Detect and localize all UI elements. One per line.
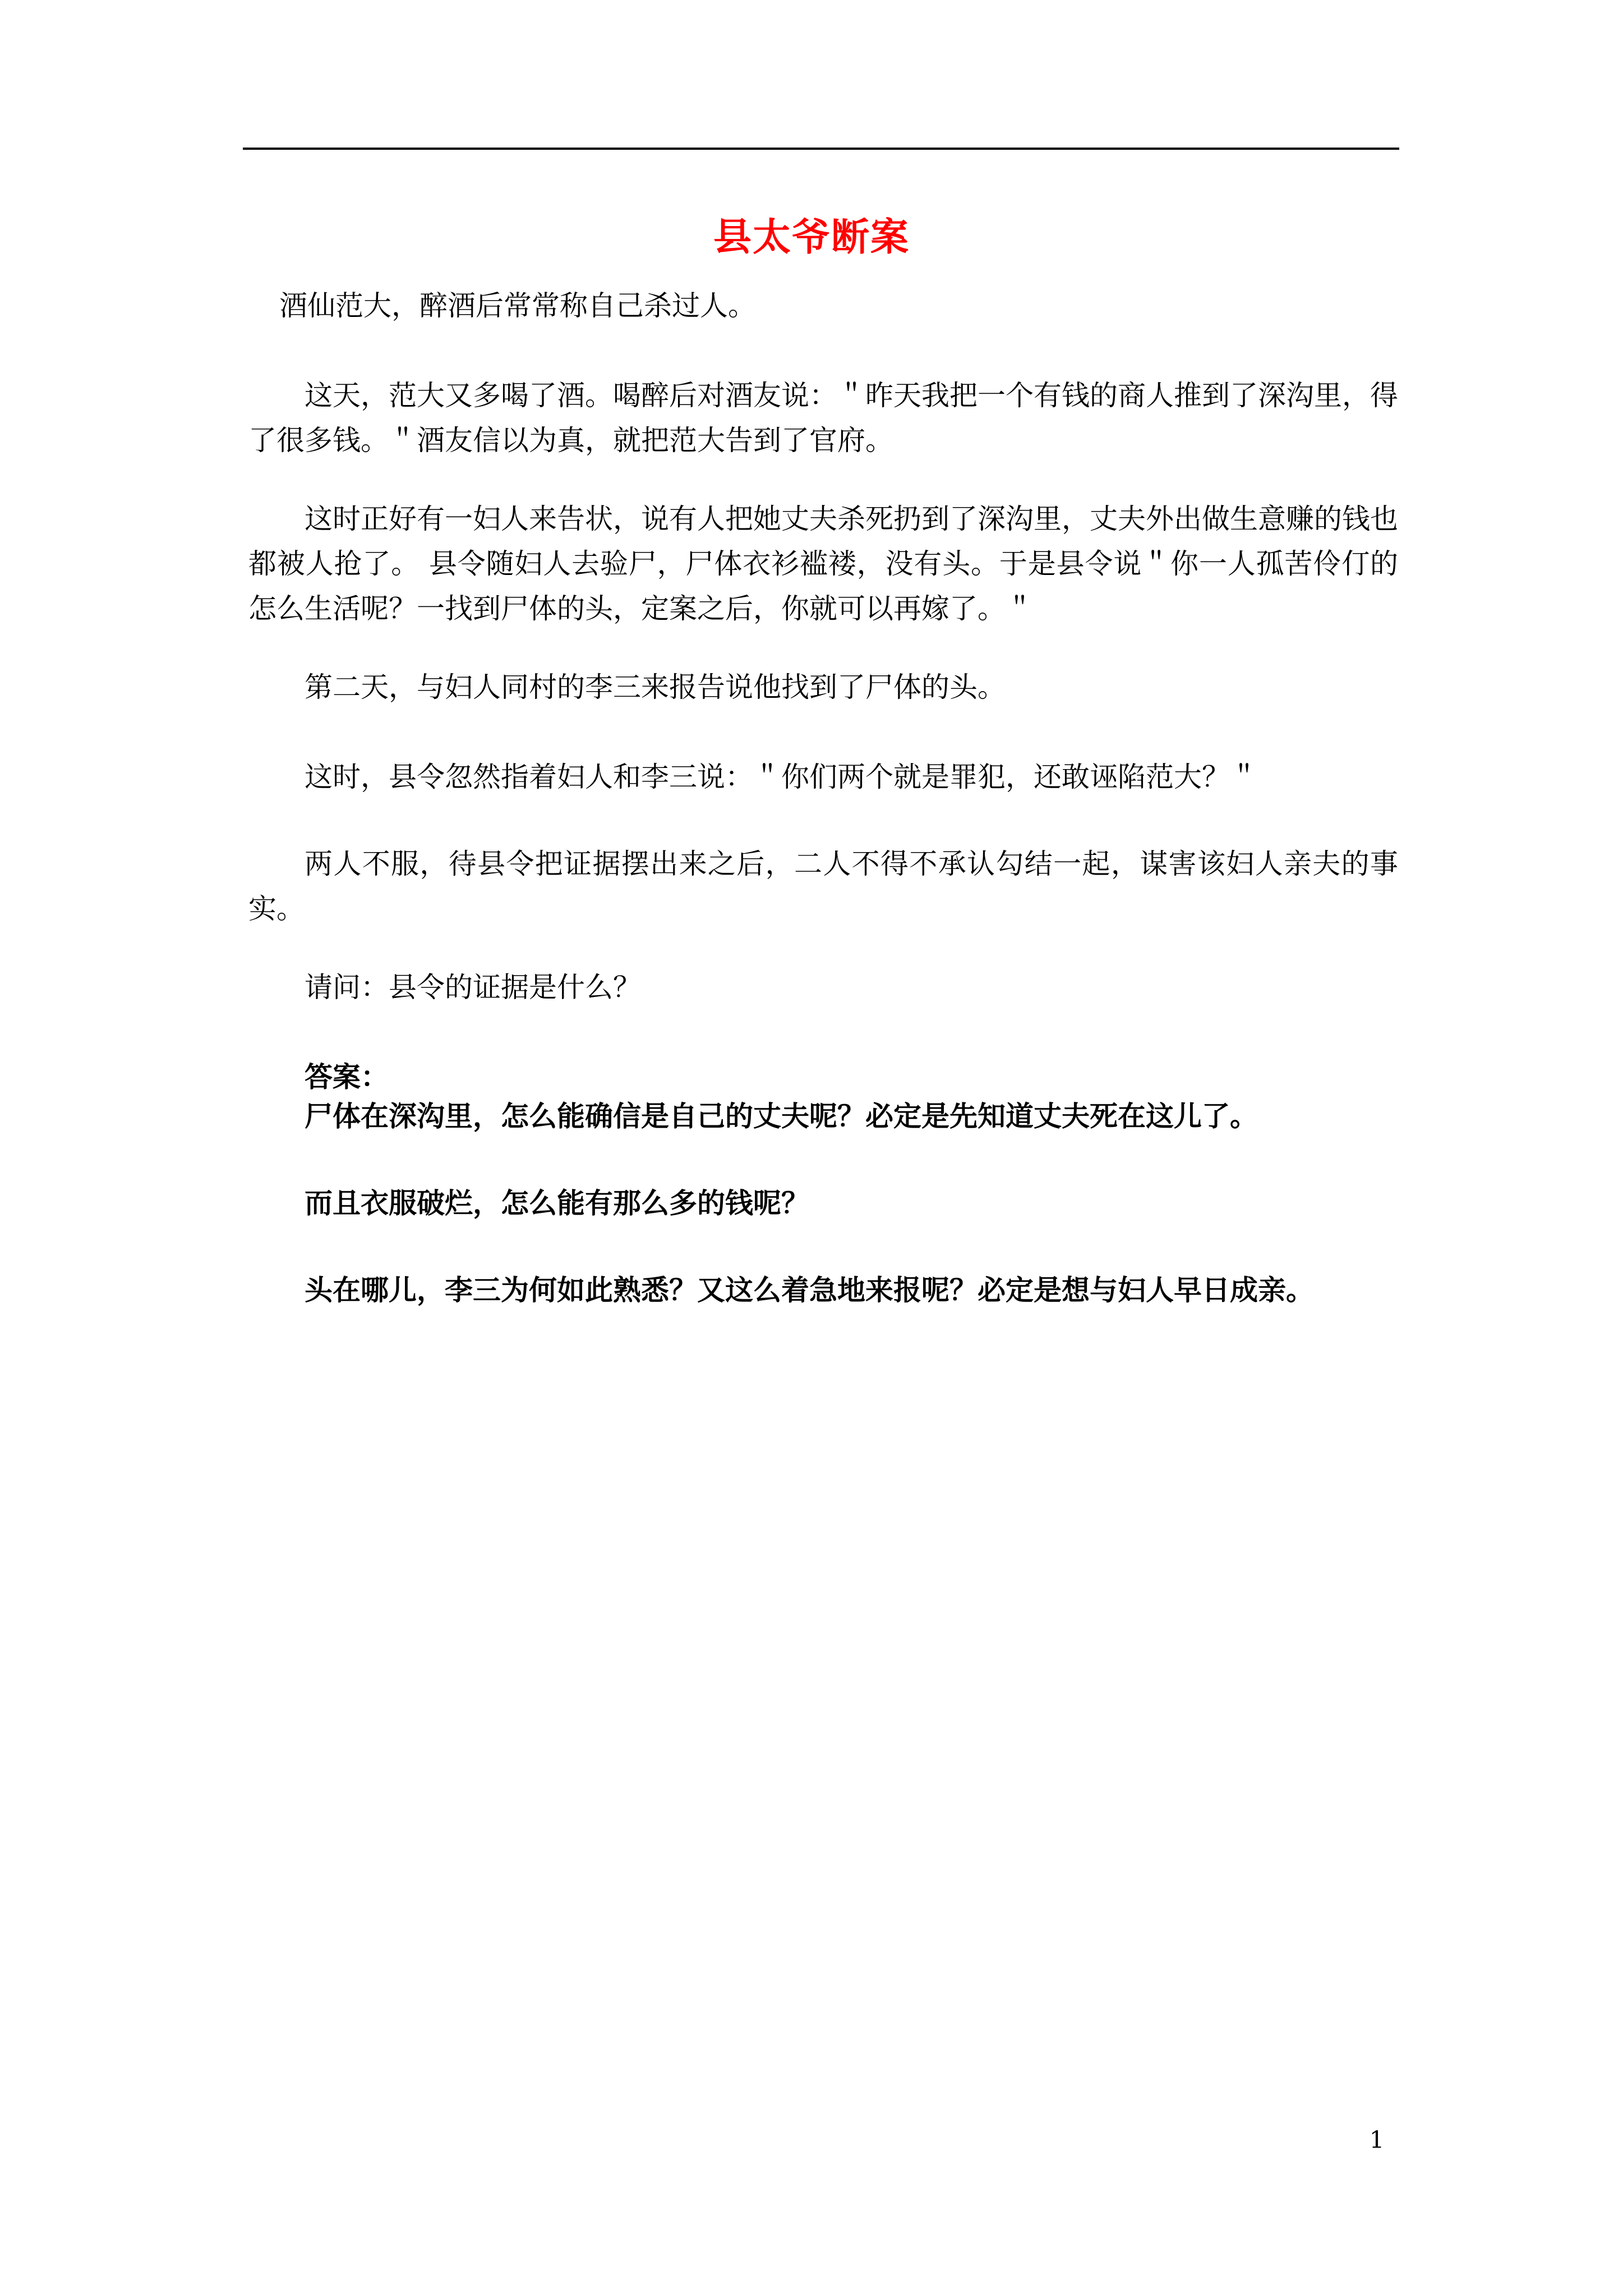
paragraph-1: 酒仙范大，醉酒后常常称自己杀过人。 <box>279 289 756 322</box>
question-paragraph: 请问：县令的证据是什么？ <box>305 971 641 1004</box>
paragraph-4: 第二天，与妇人同村的李三来报告说他找到了尸体的头。 <box>305 671 1006 703</box>
page-title: 县太爷断案 <box>713 215 910 260</box>
paragraph-2: 这天，范大又多喝了酒。喝醉后对酒友说：＂昨天我把一个有钱的商人推到了深沟里，得了很多钱。＂酒友信以为真，就把范大告到了官府。 <box>248 379 1398 457</box>
paragraph-6: 两人不服，待县令把证据摆出来之后，二人不得不承认勾结一起，谋害该妇人亲夫的事实。 <box>248 848 1398 925</box>
paragraph-5: 这时，县令忽然指着妇人和李三说：＂你们两个就是罪犯，还敢诬陷范大？＂ <box>305 761 1258 793</box>
answer-3: 头在哪儿，李三为何如此熟悉？又这么着急地来报呢？必定是想与妇人早日成亲。 <box>305 1273 1314 1306</box>
answer-label: 答案： <box>305 1060 389 1093</box>
answer-2: 而且衣服破烂，怎么能有那么多的钱呢？ <box>305 1186 809 1220</box>
answer-1: 尸体在深沟里，怎么能确信是自己的丈夫呢？必定是先知道丈夫死在这儿了。 <box>305 1099 1258 1133</box>
page-number: 1 <box>1369 2126 1385 2154</box>
paragraph-3: 这时正好有一妇人来告状，说有人把她丈夫杀死扔到了深沟里，丈夫外出做生意赚的钱也都被人抢了。 县令随妇人去验尸，尸体衣衫褴褛，没有头。于是县令说＂你一人孤苦伶仃的怎么生活呢？一找到尸体的头，定案之后，你就可以再嫁了。＂ <box>248 503 1398 625</box>
header-rule <box>243 148 1399 150</box>
